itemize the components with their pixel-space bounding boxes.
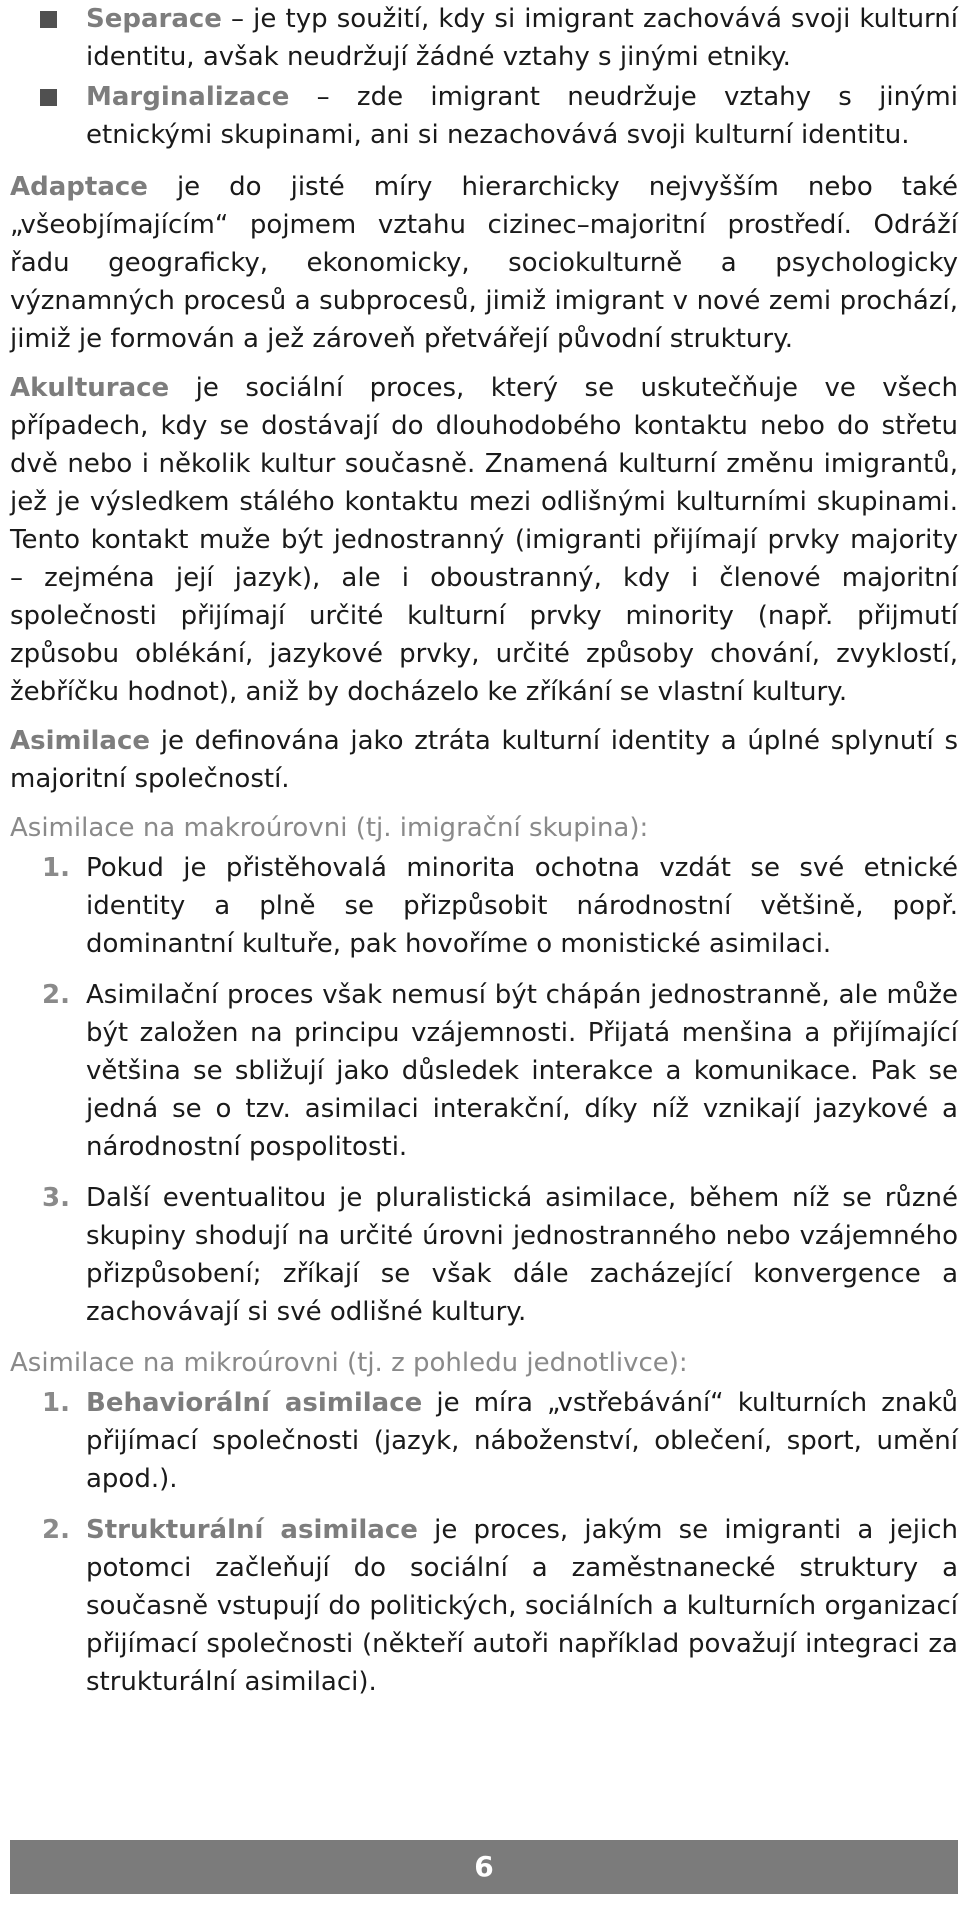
list-text: je proces, jakým se imigranti a jejich potomci začleňují do sociální a zaměstnanecké struktury a současně vstupují do politických, sociálních a kulturních organizací přijímací společnosti (někteří autoři například považují integraci za strukturální asimilaci). xyxy=(86,1515,958,1697)
square-bullet-icon xyxy=(40,11,57,28)
term-behavioralni: Behaviorální asimilace xyxy=(86,1388,423,1418)
heading-mikro: Asimilace na mikroúrovni (tj. z pohledu jednotlivce): xyxy=(10,1348,688,1378)
list-number: 2. xyxy=(42,1515,70,1545)
term-separace: Separace xyxy=(86,4,222,34)
list-number: 3. xyxy=(42,1183,70,1213)
definition-asimilace: je definována jako ztráta kulturní identity a úplné splynutí s majoritní společností. xyxy=(10,726,958,794)
definition-akulturace: je sociální proces, který se uskutečňuje ve všech případech, kdy se dostávají do dlouhodobého kontaktu nebo do střetu dvě nebo i několik kultur současně. Znamená kulturní změnu imigrantů, jež je výsledkem stálého kontaktu mezi odlišnými kulturními skupinami. Tento kontakt muže být jednostranný (imigranti přijímají prvky majority – zejména její jazyk), ale i oboustranný, kdy i členové majoritní společnosti přijímají určité kulturní prvky minority (např. přijmutí způsobu oblékání, jazykové prvky, určité způsoby chování, zvyklostí, žebříčku hodnot), aniž by docházelo ke zříkání se vlastní kultury. xyxy=(10,373,958,707)
list-text: Pokud je přistěhovalá minorita ochotna vzdát se své etnické identity a plně se přizpůsobit národnostní většině, popř. dominantní kultuře, pak hovoříme o monistické asimilaci. xyxy=(86,853,958,959)
term-akulturace: Akulturace xyxy=(10,373,170,403)
square-bullet-icon xyxy=(40,89,57,106)
page-number: 6 xyxy=(474,1850,494,1883)
paragraph-asimilace xyxy=(10,722,958,798)
list-item-makro-1 xyxy=(10,849,958,963)
term-asimilace: Asimilace xyxy=(10,726,151,756)
term-strukturalni: Strukturální asimilace xyxy=(86,1515,418,1545)
list-item-separace xyxy=(10,0,958,76)
list-text: Asimilační proces však nemusí být chápán jednostranně, ale může být založen na principu vzájemnosti. Přijatá menšina a přijímající většina se sbližují jako důsledek interakce a komunikace. Pak se jedná se o tzv. asimilaci interakční, díky níž vznikají jazykové a národnostní pospolitosti. xyxy=(86,980,958,1162)
footer-band xyxy=(10,1840,958,1894)
paragraph-adaptace xyxy=(10,168,958,358)
heading-makro: Asimilace na makroúrovni (tj. imigrační skupina): xyxy=(10,813,649,843)
list-item-mikro-1 xyxy=(10,1384,958,1498)
list-item-makro-3 xyxy=(10,1179,958,1331)
paragraph-akulturace xyxy=(10,369,958,711)
document-page xyxy=(10,0,958,1714)
term-adaptace: Adaptace xyxy=(10,172,148,202)
list-number: 1. xyxy=(42,853,70,883)
definition-marginalizace: – zde imigrant neudržuje vztahy s jinými etnickými skupinami, ani si nezachovává svoji kulturní identitu. xyxy=(86,82,958,150)
list-item-mikro-2 xyxy=(10,1511,958,1701)
list-item-marginalizace xyxy=(10,78,958,154)
list-text: je míra „vstřebávání“ kulturních znaků přijímací společnosti (jazyk, náboženství, oblečení, sport, umění apod.). xyxy=(86,1388,958,1494)
list-text: Další eventualitou je pluralistická asimilace, během níž se různé skupiny shodují na určité úrovni jednostranného nebo vzájemného přizpůsobení; zříkají se však dále zacházející konvergence a zachovávají si své odlišné kultury. xyxy=(86,1183,958,1327)
list-number: 2. xyxy=(42,980,70,1010)
list-number: 1. xyxy=(42,1388,70,1418)
definition-separace: – je typ soužití, kdy si imigrant zachovává svoji kulturní identitu, avšak neudržují žádné vztahy s jinými etniky. xyxy=(86,4,958,72)
term-marginalizace: Marginalizace xyxy=(86,82,290,112)
definition-adaptace: je do jisté míry hierarchicky nejvyšším nebo také „všeobjímajícím“ pojmem vztahu cizinec–majoritní prostředí. Odráží řadu geograficky, ekonomicky, sociokulturně a psychologicky významných procesů a subprocesů, jimiž imigrant v nové zemi prochází, jimiž je formován a jež zároveň přetvářejí původní struktury. xyxy=(10,172,958,354)
list-item-makro-2 xyxy=(10,976,958,1166)
